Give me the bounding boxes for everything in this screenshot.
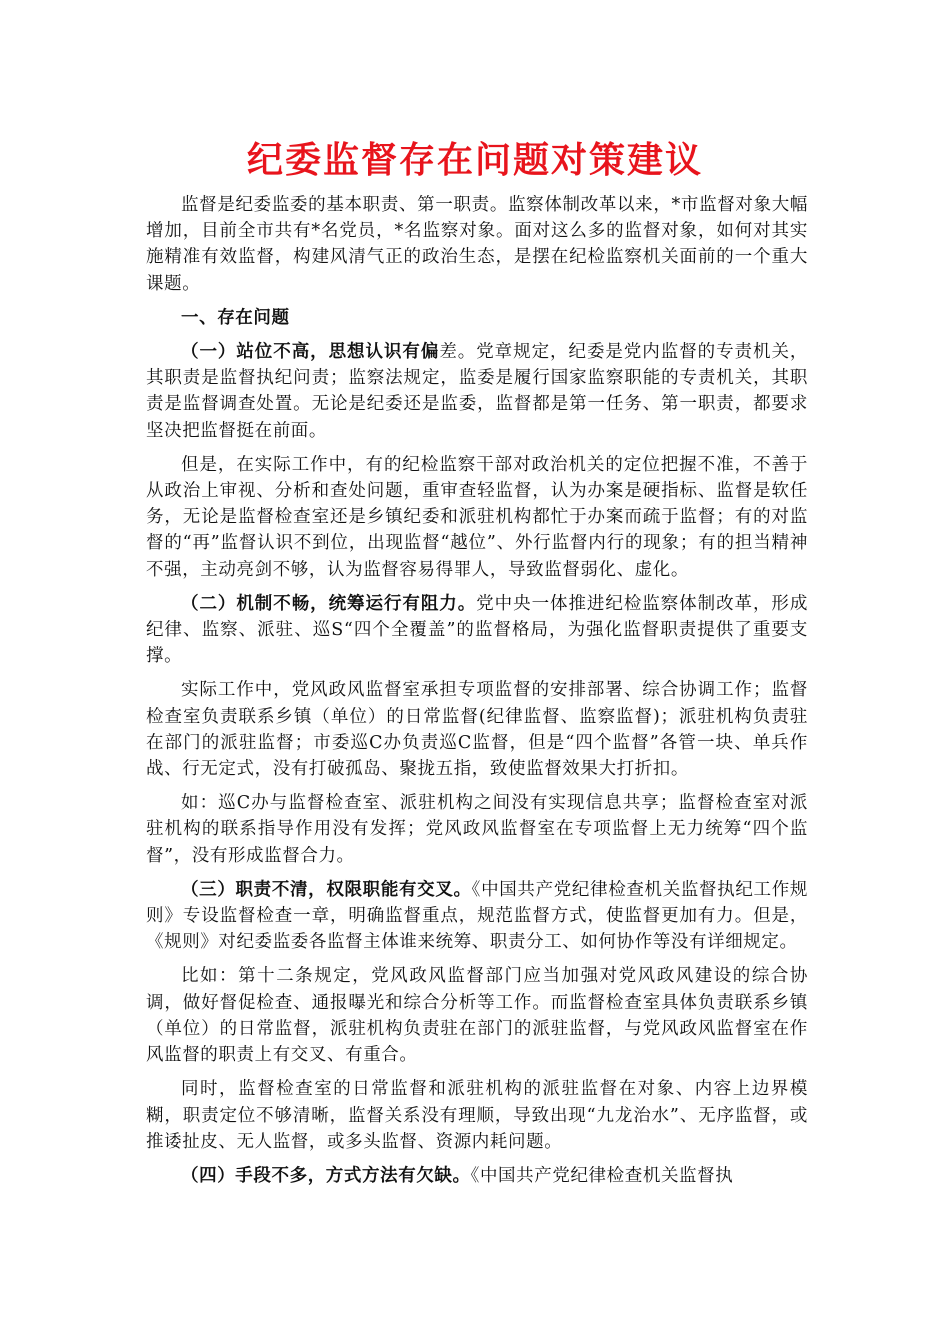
problem-item-4-lead: （四）手段不多，方式方法有欠缺。 <box>181 1165 471 1186</box>
paragraph-but: 但是，在实际工作中，有的纪检监察干部对政治机关的定位把握不准，不善于从政治上审视、分析和查处问题，重审查轻监督，认为办案是硬指标、监督是软任务，无论是监督检查室还是乡镇纪委和派驻机构都忙于办案而疏于监督；有的对监督的“再”监督认识不到位，出现监督“越位”、外行监督内行的现象；有的担当精神不强，主动亮剑不够，认为监督容易得罪人，导致监督弱化、虚化。 <box>146 454 808 580</box>
problem-item-4-text: 《中国共产党纪律检查机关监督执 <box>470 1165 734 1186</box>
problem-item-1 <box>146 339 808 444</box>
problem-item-3-lead: （三）职责不清，权限职能有交叉。 <box>181 879 472 900</box>
problem-item-3-text: 《中国共产党纪律检查机关监督执纪工作规则》专设监督检查一章，明确监督重点，规范监督方式，使监督更加有力。但是，《规则》对纪委监委各监督主体谁来统筹、职责分工、如何协作等没有详细规定。 <box>146 879 808 953</box>
paragraph-compare: 比如：第十二条规定，党风政风监督部门应当加强对党风政风建设的综合协调，做好督促检查、通报曝光和综合分析等工作。而监督检查室具体负责联系乡镇（单位）的日常监督，派驻机构负责驻在部门的派驻监督，与党风政风监督室在作风监督的职责上有交叉、有重合。 <box>146 966 808 1066</box>
problem-item-2-text: 党中央一体推进纪检监察体制改革，形成纪律、监察、派驻、巡S“四个全覆盖”的监督格局，为强化监督职责提供了重要支撑。 <box>146 593 808 667</box>
section-heading-problems: 一、存在问题 <box>181 307 290 328</box>
paragraph-meanwhile: 同时，监督检查室的日常监督和派驻机构的派驻监督在对象、内容上边界模糊，职责定位不够清晰，监督关系没有理顺，导致出现“九龙治水”、无序监督，或推诿扯皮、无人监督，或多头监督、资源内耗问题。 <box>146 1079 808 1152</box>
problem-item-1-text: 差。党章规定，纪委是党内监督的专责机关，其职责是监督执纪问责；监察法规定，监委是履行国家监察职能的专责机关，其职责是监督调查处置。无论是纪委还是监委，监督都是第一任务、第一职责，都要求坚决把监督挺在前面。 <box>146 342 809 441</box>
problem-item-2 <box>146 591 808 670</box>
problem-item-1-lead: （一）站位不高，思想认识有偏 <box>181 342 440 363</box>
problem-item-2-lead: （二）机制不畅，统筹运行有阻力。 <box>181 593 477 614</box>
document-body <box>146 192 808 1197</box>
paragraph-example: 如：巡C办与监督检查室、派驻机构之间没有实现信息共享；监督检查室对派驻机构的联系指导作用没有发挥；党风政风监督室在专项监督上无力统筹“四个监督”，没有形成监督合力。 <box>146 793 808 866</box>
paragraph-practice: 实际工作中，党风政风监督室承担专项监督的安排部署、综合协调工作；监督检查室负责联系乡镇（单位）的日常监督(纪律监督、监察监督)；派驻机构负责驻在部门的派驻监督；市委巡C办负责巡C监督，但是“四个监督”各管一块、单兵作战、行无定式，没有打破孤岛、聚拢五指，致使监督效果大打折扣。 <box>146 680 808 780</box>
problem-item-4 <box>146 1163 808 1189</box>
document-title: 纪委监督存在问题对策建议 <box>246 139 703 181</box>
intro-paragraph: 监督是纪委监委的基本职责、第一职责。监察体制改革以来，*市监督对象大幅增加，目前全市共有*名党员，*名监察对象。面对这么多的监督对象，如何对其实施精准有效监督，构建风清气正的政治生态，是摆在纪检监察机关面前的一个重大课题。 <box>146 195 808 294</box>
problem-item-3 <box>146 877 808 956</box>
